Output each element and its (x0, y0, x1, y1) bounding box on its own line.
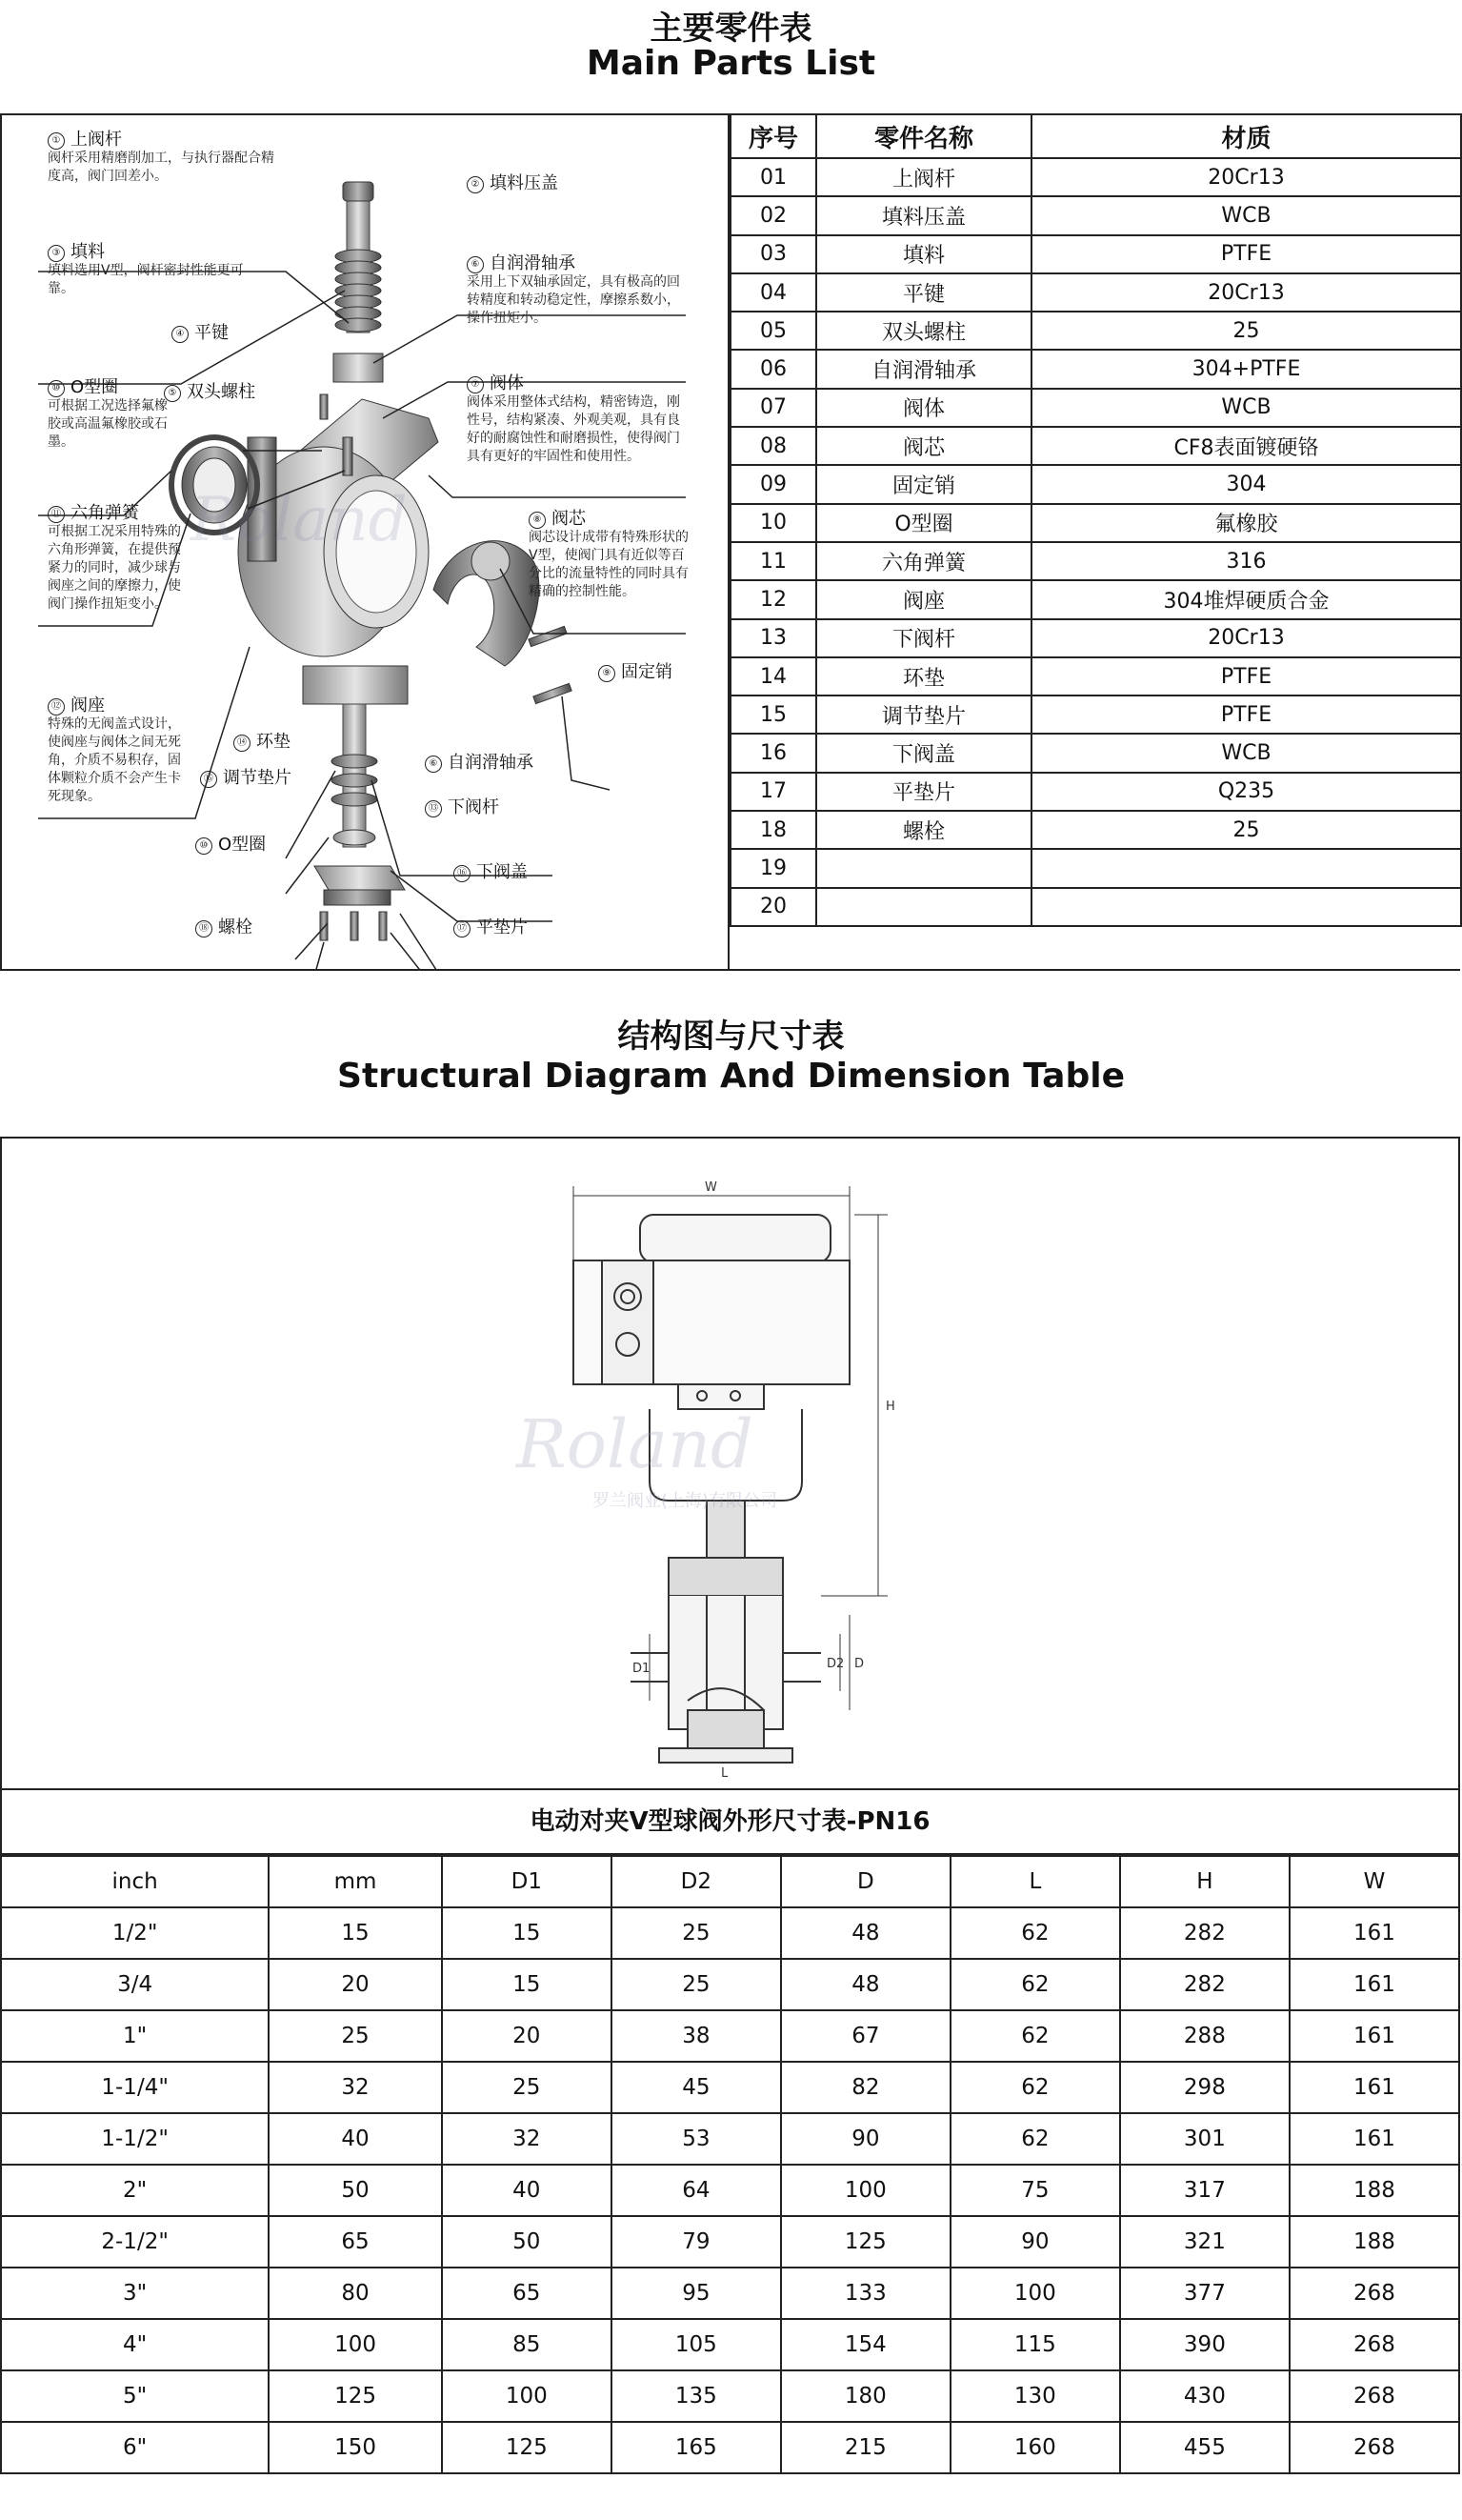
callout-lower-o-ring: ⑩ O型圈 (195, 836, 266, 855)
parts-table-row (731, 811, 1461, 849)
dimension-cell: 161 (1290, 1959, 1459, 2010)
dimension-cell: 32 (442, 2113, 611, 2165)
parts-cell-material (1031, 888, 1461, 926)
dimension-cell: 48 (781, 1907, 951, 1959)
dimension-cell: 1-1/2" (1, 2113, 269, 2165)
parts-cell-part-name: 填料压盖 (816, 196, 1031, 234)
dimension-cell: 390 (1120, 2319, 1290, 2370)
parts-cell-part-name: 环垫 (816, 657, 1031, 696)
callout-flat-key: ④ 平键 (171, 324, 229, 343)
dimension-cell: 65 (442, 2268, 611, 2319)
structural-diagram-panel (0, 1137, 1460, 1788)
parts-cell-seq: 20 (731, 888, 816, 926)
parts-cell-material: 304 (1031, 465, 1461, 503)
dimension-cell: 25 (611, 1959, 781, 2010)
callout-self-lubricating-bearing: ⑥ 自润滑轴承 采用上下双轴承固定，具有极高的回转精度和转动稳定性，摩擦系数小，操作扭矩小。 (467, 253, 680, 326)
parts-table-row (731, 849, 1461, 887)
dimension-cell: 288 (1120, 2010, 1290, 2062)
dimension-cell: 105 (611, 2319, 781, 2370)
parts-cell-seq: 12 (731, 580, 816, 618)
callout-valve-ball: ⑧ 阀芯 阀芯设计成带有特殊形状的V型，使阀门具有近似等百分比的流量特性的同时具有精确的控制性能。 (529, 509, 689, 599)
dimension-cell: 161 (1290, 1907, 1459, 1959)
parts-cell-part-name: 填料 (816, 235, 1031, 273)
parts-cell-seq: 19 (731, 849, 816, 887)
dim-label-l: L (721, 1766, 729, 1781)
dimension-cell: 67 (781, 2010, 951, 2062)
dimension-cell: 15 (442, 1959, 611, 2010)
dimension-cell: 188 (1290, 2165, 1459, 2216)
dimension-cell: 4" (1, 2319, 269, 2370)
dim-label-d: D (854, 1657, 865, 1671)
parts-table-row (731, 196, 1461, 234)
parts-cell-part-name (816, 888, 1031, 926)
dimension-cell: 188 (1290, 2216, 1459, 2268)
callout-flat-washer: ⑰ 平垫片 (453, 918, 528, 937)
dimension-header-4: D (781, 1856, 951, 1907)
parts-table-row (731, 465, 1461, 503)
parts-cell-seq: 16 (731, 734, 816, 772)
parts-table (730, 113, 1462, 927)
dimension-header-6: H (1120, 1856, 1290, 1907)
parts-cell-seq: 08 (731, 427, 816, 465)
callout-valve-seat: ⑫ 阀座 特殊的无阀盖式设计，使阀座与阀体之间无死角，介质不易积存，固体颗粒介质不会产生卡死现象。 (48, 696, 181, 804)
callout-bolt: ⑱ 螺栓 (195, 918, 252, 937)
callout-lower-cover: ⑯ 下阀盖 (453, 863, 528, 882)
dimension-table-row (1, 2010, 1459, 2062)
parts-cell-part-name: 阀芯 (816, 427, 1031, 465)
dimension-table-row (1, 2062, 1459, 2113)
dimension-cell: 20 (442, 2010, 611, 2062)
dimension-cell: 25 (442, 2062, 611, 2113)
dimension-cell: 455 (1120, 2422, 1290, 2473)
watermark-logo: Roland (190, 485, 408, 555)
callout-valve-body: ⑦ 阀体 阀体采用整体式结构，精密铸造，刚性号，结构紧凑、外观美观，具有良好的耐腐蚀性和耐磨损性，使得阀门具有更好的牢固性和使用性。 (467, 373, 680, 464)
dimension-cell: 154 (781, 2319, 951, 2370)
dimension-cell: 6" (1, 2422, 269, 2473)
dimension-cell: 2-1/2" (1, 2216, 269, 2268)
dimension-cell: 125 (269, 2370, 442, 2422)
parts-cell-seq: 15 (731, 696, 816, 734)
parts-cell-material (1031, 849, 1461, 887)
dimension-cell: 85 (442, 2319, 611, 2370)
dimension-cell: 100 (269, 2319, 442, 2370)
dim-label-d2: D2 (827, 1657, 845, 1671)
dimension-cell: 45 (611, 2062, 781, 2113)
dimension-cell: 430 (1120, 2370, 1290, 2422)
parts-cell-seq: 17 (731, 773, 816, 811)
parts-cell-seq: 18 (731, 811, 816, 849)
parts-cell-part-name: 阀座 (816, 580, 1031, 618)
callout-ring-gasket: ⑭ 环垫 (233, 733, 290, 752)
dimension-cell: 5" (1, 2370, 269, 2422)
dimension-cell: 125 (442, 2422, 611, 2473)
dimension-cell: 62 (951, 1959, 1120, 2010)
dimension-cell: 161 (1290, 2113, 1459, 2165)
callout-adjusting-shim: ⑮ 调节垫片 (200, 769, 291, 788)
dimension-cell: 268 (1290, 2422, 1459, 2473)
dimension-cell: 48 (781, 1959, 951, 2010)
parts-cell-material: PTFE (1031, 235, 1461, 273)
dimension-cell: 130 (951, 2370, 1120, 2422)
dimension-table-row (1, 2165, 1459, 2216)
dimension-cell: 2" (1, 2165, 269, 2216)
dimension-cell: 268 (1290, 2268, 1459, 2319)
parts-cell-material: 20Cr13 (1031, 619, 1461, 657)
dimension-cell: 180 (781, 2370, 951, 2422)
dimension-cell: 161 (1290, 2010, 1459, 2062)
parts-title-en: Main Parts List (586, 44, 876, 83)
parts-table-row (731, 542, 1461, 580)
parts-cell-material: WCB (1031, 196, 1461, 234)
parts-table-row (731, 580, 1461, 618)
dimension-cell: 38 (611, 2010, 781, 2062)
parts-table-row (731, 619, 1461, 657)
dimension-header-5: L (951, 1856, 1120, 1907)
dimension-table-row (1, 2319, 1459, 2370)
parts-table-row (731, 734, 1461, 772)
dimension-cell: 125 (781, 2216, 951, 2268)
parts-table-row (731, 888, 1461, 926)
parts-cell-part-name: 下阀杆 (816, 619, 1031, 657)
dimension-cell: 62 (951, 2010, 1120, 2062)
dimension-cell: 377 (1120, 2268, 1290, 2319)
dimension-title-cn: 结构图与尺寸表 (617, 1018, 845, 1056)
dimension-header-2: D1 (442, 1856, 611, 1907)
dimension-cell: 80 (269, 2268, 442, 2319)
dimension-table-row (1, 2216, 1459, 2268)
dimension-cell: 160 (951, 2422, 1120, 2473)
parts-cell-part-name: 六角弹簧 (816, 542, 1031, 580)
dimension-header-7: W (1290, 1856, 1459, 1907)
header-part-name: 零件名称 (816, 114, 1031, 158)
dimension-table-row (1, 2370, 1459, 2422)
parts-cell-seq: 10 (731, 504, 816, 542)
exploded-view-panel (0, 113, 730, 971)
parts-cell-seq: 09 (731, 465, 816, 503)
dimension-table-header (1, 1856, 1459, 1907)
dimension-cell: 40 (269, 2113, 442, 2165)
parts-cell-part-name: 平键 (816, 273, 1031, 312)
parts-cell-material: 316 (1031, 542, 1461, 580)
dimension-cell: 82 (781, 2062, 951, 2113)
dimension-cell: 317 (1120, 2165, 1290, 2216)
dimension-cell: 301 (1120, 2113, 1290, 2165)
parts-cell-seq: 14 (731, 657, 816, 696)
dimension-cell: 50 (269, 2165, 442, 2216)
parts-table-row (731, 158, 1461, 196)
dimension-cell: 3/4 (1, 1959, 269, 2010)
parts-cell-material: 25 (1031, 811, 1461, 849)
watermark-company: 罗兰阀业(上海)有限公司 (592, 1491, 778, 1511)
dimension-cell: 282 (1120, 1959, 1290, 2010)
parts-table-row (731, 696, 1461, 734)
dimension-cell: 79 (611, 2216, 781, 2268)
header-material: 材质 (1031, 114, 1461, 158)
parts-cell-seq: 13 (731, 619, 816, 657)
dimension-cell: 1-1/4" (1, 2062, 269, 2113)
parts-cell-seq: 01 (731, 158, 816, 196)
dim-label-w: W (705, 1180, 717, 1195)
dimension-cell: 50 (442, 2216, 611, 2268)
dimension-cell: 25 (611, 1907, 781, 1959)
dimension-cell: 161 (1290, 2062, 1459, 2113)
parts-table-row (731, 312, 1461, 350)
parts-table-row (731, 273, 1461, 312)
parts-cell-material: WCB (1031, 389, 1461, 427)
dimension-cell: 32 (269, 2062, 442, 2113)
dimension-header-3: D2 (611, 1856, 781, 1907)
parts-cell-part-name: O型圈 (816, 504, 1031, 542)
callout-packing: ③ 填料 填料选用V型，阀杆密封性能更可靠。 (48, 242, 244, 296)
parts-cell-seq: 07 (731, 389, 816, 427)
dimension-cell: 40 (442, 2165, 611, 2216)
dimension-cell: 321 (1120, 2216, 1290, 2268)
callout-o-ring: ⑩ O型圈 可根据工况选择氟橡胶或高温氟橡胶或石墨。 (48, 377, 168, 450)
parts-cell-part-name: 双头螺柱 (816, 312, 1031, 350)
parts-cell-part-name: 自润滑轴承 (816, 350, 1031, 388)
parts-cell-seq: 05 (731, 312, 816, 350)
dimension-table-row (1, 2268, 1459, 2319)
dimension-table (0, 1855, 1460, 2474)
parts-table-row (731, 657, 1461, 696)
dim-label-d1: D1 (632, 1662, 651, 1676)
parts-cell-seq: 11 (731, 542, 816, 580)
callout-lower-bearing: ⑥ 自润滑轴承 (425, 754, 533, 773)
parts-cell-part-name: 调节垫片 (816, 696, 1031, 734)
dimension-cell: 64 (611, 2165, 781, 2216)
dimension-cell: 20 (269, 1959, 442, 2010)
header-seq: 序号 (731, 114, 816, 158)
dimension-cell: 1/2" (1, 1907, 269, 1959)
parts-cell-seq: 04 (731, 273, 816, 312)
parts-table-row (731, 235, 1461, 273)
parts-cell-part-name: 阀体 (816, 389, 1031, 427)
callout-fixing-pin: ⑨ 固定销 (598, 663, 672, 682)
callout-upper-stem: ① 上阀杆 阀杆采用精磨削加工，与执行器配合精度高，阀门回差小。 (48, 130, 274, 184)
parts-cell-part-name: 固定销 (816, 465, 1031, 503)
dimension-cell: 100 (951, 2268, 1120, 2319)
parts-cell-part-name: 平垫片 (816, 773, 1031, 811)
dimension-cell: 1" (1, 2010, 269, 2062)
dimension-cell: 25 (269, 2010, 442, 2062)
dimension-cell: 62 (951, 2062, 1120, 2113)
callout-packing-gland: ② 填料压盖 (467, 174, 558, 193)
parts-cell-material: 304+PTFE (1031, 350, 1461, 388)
dimension-cell: 75 (951, 2165, 1120, 2216)
parts-title-cn: 主要零件表 (650, 10, 812, 48)
callout-stud: ⑤ 双头螺柱 (164, 383, 255, 402)
dimension-cell: 115 (951, 2319, 1120, 2370)
dimension-cell: 90 (781, 2113, 951, 2165)
parts-cell-material: 20Cr13 (1031, 158, 1461, 196)
dimension-table-row (1, 2113, 1459, 2165)
dimension-title-en: Structural Diagram And Dimension Table (337, 1057, 1125, 1096)
dimension-cell: 150 (269, 2422, 442, 2473)
parts-cell-part-name: 上阀杆 (816, 158, 1031, 196)
parts-cell-material: Q235 (1031, 773, 1461, 811)
parts-cell-material: 25 (1031, 312, 1461, 350)
dimension-cell: 133 (781, 2268, 951, 2319)
dimension-table-row (1, 1907, 1459, 1959)
parts-cell-material: 氟橡胶 (1031, 504, 1461, 542)
callout-hex-spring: ⑪ 六角弹簧 可根据工况采用特殊的六角形弹簧，在提供预紧力的同时，减少球与阀座之间的摩擦力，使阀门操作扭矩变小。 (48, 503, 181, 612)
dimension-cell: 15 (442, 1907, 611, 1959)
parts-cell-material: 20Cr13 (1031, 273, 1461, 312)
parts-cell-part-name: 下阀盖 (816, 734, 1031, 772)
dimension-cell: 3" (1, 2268, 269, 2319)
dimension-cell: 165 (611, 2422, 781, 2473)
dimension-cell: 15 (269, 1907, 442, 1959)
dimension-cell: 95 (611, 2268, 781, 2319)
parts-table-row (731, 504, 1461, 542)
dimension-cell: 268 (1290, 2319, 1459, 2370)
parts-cell-seq: 03 (731, 235, 816, 273)
parts-cell-material: PTFE (1031, 696, 1461, 734)
dimension-cell: 282 (1120, 1907, 1290, 1959)
dimension-cell: 62 (951, 2113, 1120, 2165)
dimension-header-0: inch (1, 1856, 269, 1907)
parts-table-header (731, 114, 1461, 158)
parts-cell-seq: 06 (731, 350, 816, 388)
parts-cell-material: WCB (1031, 734, 1461, 772)
dim-label-h: H (886, 1400, 895, 1414)
parts-cell-material: 304堆焊硬质合金 (1031, 580, 1461, 618)
dimension-cell: 65 (269, 2216, 442, 2268)
dimension-cell: 53 (611, 2113, 781, 2165)
parts-cell-part-name: 螺栓 (816, 811, 1031, 849)
parts-table-row (731, 350, 1461, 388)
parts-table-row (731, 773, 1461, 811)
dimension-table-row (1, 1959, 1459, 2010)
dimension-cell: 62 (951, 1907, 1120, 1959)
dimension-cell: 100 (442, 2370, 611, 2422)
callout-lower-stem: ⑬ 下阀杆 (425, 798, 499, 817)
dimension-cell: 90 (951, 2216, 1120, 2268)
dimension-cell: 100 (781, 2165, 951, 2216)
dimension-cell: 135 (611, 2370, 781, 2422)
dimension-header-1: mm (269, 1856, 442, 1907)
parts-cell-part-name (816, 849, 1031, 887)
parts-table-row (731, 427, 1461, 465)
dimension-cell: 298 (1120, 2062, 1290, 2113)
parts-cell-material: PTFE (1031, 657, 1461, 696)
dimension-table-row (1, 2422, 1459, 2473)
watermark-logo-en: Roland (516, 1405, 753, 1483)
dimension-cell: 268 (1290, 2370, 1459, 2422)
dimension-cell: 215 (781, 2422, 951, 2473)
parts-cell-seq: 02 (731, 196, 816, 234)
dimension-table-caption: 电动对夹V型球阀外形尺寸表-PN16 (0, 1788, 1460, 1855)
parts-cell-material: CF8表面镀硬铬 (1031, 427, 1461, 465)
parts-table-row (731, 389, 1461, 427)
